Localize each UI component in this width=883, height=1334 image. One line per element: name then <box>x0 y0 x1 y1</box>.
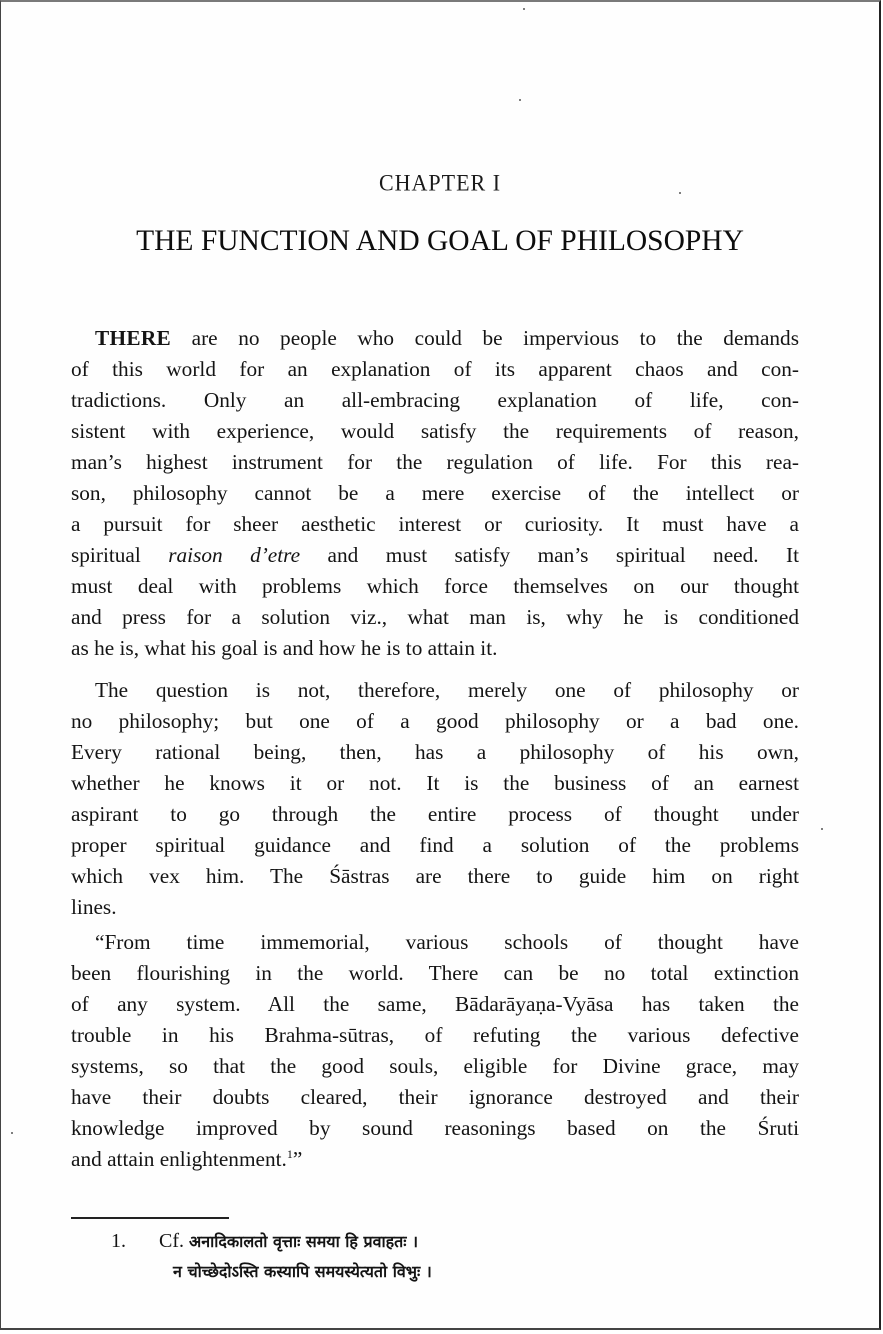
text-line <box>71 1054 799 1085</box>
chapter-label: CHAPTER I <box>378 169 502 196</box>
text-segment: are no people who could be impervious to the demands <box>171 326 799 350</box>
footnote-number: 1. <box>111 1230 126 1252</box>
text-line <box>71 833 799 864</box>
text-segment: Every rational being, then, has a philosophy of his own, <box>71 740 799 764</box>
text-segment: tradictions. Only an all-embracing explanation of life, con- <box>71 388 799 412</box>
text-line <box>95 678 799 709</box>
text-segment: man’s highest instrument for the regulation of life. For this rea- <box>71 450 799 474</box>
text-segment: been flourishing in the world. There can be no total extinction <box>71 961 799 985</box>
text-segment: and attain enlightenment. <box>71 1147 287 1171</box>
text-segment: “From time immemorial, various schools of thought have <box>95 930 799 954</box>
footnote-reference: 1 <box>286 1147 293 1161</box>
footnote-line-1 <box>159 1230 418 1253</box>
scan-speck <box>679 192 681 194</box>
text-line <box>71 605 799 636</box>
text-line <box>71 543 799 574</box>
text-segment: spiritual <box>71 543 169 567</box>
scan-speck <box>11 1132 13 1134</box>
footnote-divider <box>71 1217 229 1219</box>
text-segment: sistent with experience, would satisfy the requirements of reason, <box>71 419 799 443</box>
text-line <box>71 1116 799 1147</box>
text-segment: have their doubts cleared, their ignorance destroyed and their <box>71 1085 799 1109</box>
text-segment: proper spiritual guidance and find a solution of the problems <box>71 833 799 857</box>
text-line <box>71 450 799 481</box>
text-line <box>71 1023 799 1054</box>
text-segment: The question is not, therefore, merely one of philosophy or <box>95 678 799 702</box>
text-segment: aspirant to go through the entire process of thought under <box>71 802 799 826</box>
text-line <box>71 802 799 833</box>
text-segment: must deal with problems which force themselves on our thought <box>71 574 799 598</box>
text-line <box>71 771 799 802</box>
scan-speck <box>523 8 525 10</box>
text-segment: of this world for an explanation of its apparent chaos and con- <box>71 357 799 381</box>
text-line <box>71 481 799 512</box>
text-line <box>71 388 799 419</box>
text-segment: trouble in his Brahma-sūtras, of refuting the various defective <box>71 1023 799 1047</box>
text-line <box>71 864 799 895</box>
text-segment: whether he knows it or not. It is the business of an earnest <box>71 771 799 795</box>
scan-speck <box>821 828 823 830</box>
text-line <box>95 326 799 357</box>
text-line <box>71 992 799 1023</box>
text-segment: which vex him. The Śāstras are there to guide him on right <box>71 864 799 888</box>
text-segment: of any system. All the same, Bādarāyaṇa-Vyāsa has taken the <box>71 992 799 1016</box>
text-segment: knowledge improved by sound reasonings based on the Śruti <box>71 1116 799 1140</box>
text-segment: and must satisfy man’s spiritual need. It <box>300 543 800 567</box>
text-line <box>71 961 799 992</box>
text-line <box>71 357 799 388</box>
text-segment: lines. <box>71 895 117 919</box>
text-line <box>71 740 799 771</box>
text-line <box>71 512 799 543</box>
text-segment: systems, so that the good souls, eligible for Divine grace, may <box>71 1054 799 1078</box>
closing-quote: ” <box>292 1147 303 1171</box>
text-segment: a pursuit for sheer aesthetic interest or curiosity. It must have a <box>71 512 799 536</box>
text-line <box>95 930 799 961</box>
text-line <box>71 636 799 667</box>
footnote-cf: Cf. <box>159 1230 184 1252</box>
scan-speck <box>519 99 521 101</box>
italic-phrase: raison d’etre <box>168 543 301 567</box>
text-line <box>71 709 799 740</box>
chapter-title: THE FUNCTION AND GOAL OF PHILOSOPHY <box>136 225 744 257</box>
text-line <box>71 895 799 926</box>
footnote-sanskrit-2: न चोच्छेदोऽस्ति कस्यापि समयस्येत्यतो विभुः । <box>173 1262 432 1281</box>
text-line <box>71 574 799 605</box>
lead-word: THERE <box>95 326 172 350</box>
text-segment: son, philosophy cannot be a mere exercise of the intellect or <box>71 481 799 505</box>
text-line <box>71 419 799 450</box>
text-line <box>71 1085 799 1116</box>
text-segment: as he is, what his goal is and how he is to attain it. <box>71 636 498 660</box>
footnote-sanskrit-1: अनादिकालतो वृत्ताः समया हि प्रवाहतः । <box>189 1232 419 1251</box>
text-segment: no philosophy; but one of a good philosophy or a bad one. <box>71 709 799 733</box>
text-line <box>71 1147 799 1178</box>
text-segment: and press for a solution viz., what man is, why he is conditioned <box>71 605 799 629</box>
